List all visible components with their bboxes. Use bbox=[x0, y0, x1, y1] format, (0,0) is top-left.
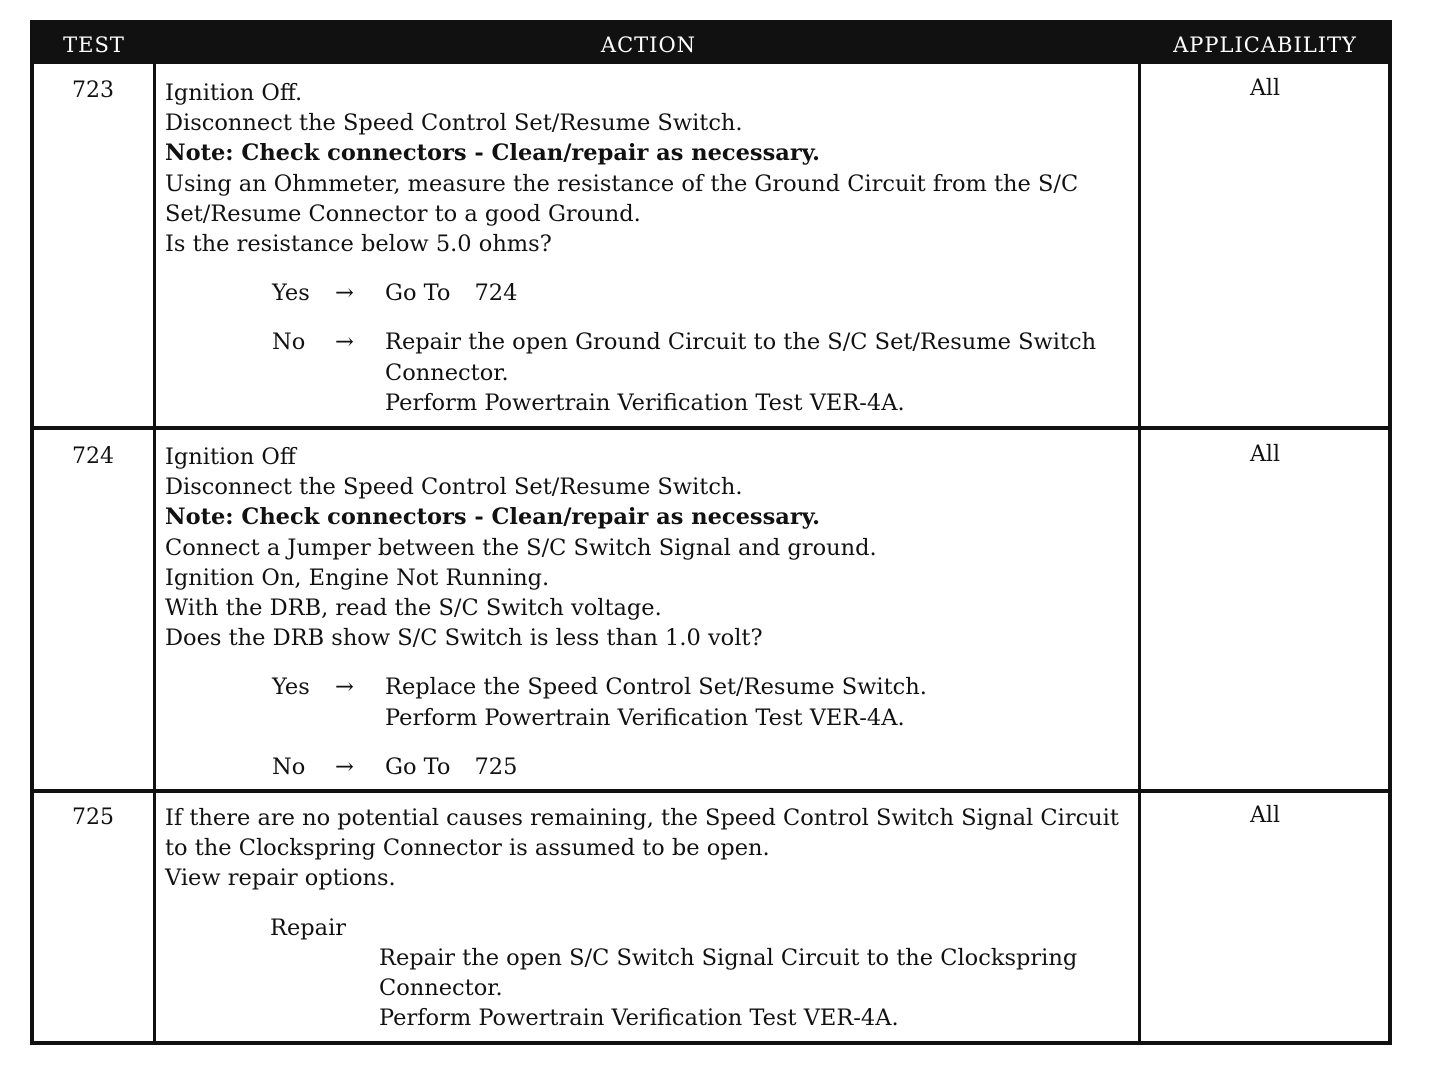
action-line: Ignition On, Engine Not Running. bbox=[165, 564, 550, 591]
no-option bbox=[165, 327, 1133, 418]
yes-label: Yes bbox=[272, 674, 310, 701]
arrow-icon: → bbox=[335, 674, 354, 701]
applicability-value: All bbox=[1250, 442, 1280, 467]
repair-option bbox=[379, 943, 1133, 1034]
action-line: to the Clockspring Connector is assumed to be open. bbox=[165, 835, 770, 862]
goto-target: 725 bbox=[474, 753, 518, 780]
no-label: No bbox=[272, 329, 306, 356]
header-test: TEST bbox=[63, 33, 125, 57]
table-row bbox=[34, 64, 1388, 426]
header-action: ACTION bbox=[600, 33, 697, 57]
repair-label: Repair bbox=[270, 914, 347, 941]
action-line: Set/Resume Connector to a good Ground. bbox=[165, 200, 641, 227]
table-row bbox=[34, 793, 1388, 1041]
result-line: Perform Powertrain Verification Test VER-4A. bbox=[385, 389, 905, 416]
applicability-value: All bbox=[1250, 803, 1280, 828]
action-line: If there are no potential causes remaining, the Speed Control Switch Signal Circuit bbox=[165, 805, 1119, 831]
action-line: Disconnect the Speed Control Set/Resume Switch. bbox=[165, 474, 743, 501]
note-line: Note: Check connectors - Clean/repair as necessary. bbox=[165, 504, 820, 531]
action-line: Connect a Jumper between the S/C Switch Signal and ground. bbox=[165, 534, 877, 561]
result-line: Repair the open S/C Switch Signal Circuit to the Clockspring bbox=[379, 944, 1078, 971]
question-line: Is the resistance below 5.0 ohms? bbox=[165, 231, 552, 258]
action-line: Using an Ohmmeter, measure the resistance of the Ground Circuit from the S/C bbox=[165, 170, 1079, 197]
result-line: Perform Powertrain Verification Test VER-4A. bbox=[385, 704, 905, 731]
action-cell bbox=[165, 442, 1133, 782]
test-number: 725 bbox=[72, 805, 114, 830]
arrow-icon: → bbox=[335, 329, 354, 356]
table-header bbox=[34, 24, 1388, 64]
yes-label: Yes bbox=[272, 280, 310, 307]
action-line: Ignition Off bbox=[165, 444, 296, 470]
table-row bbox=[34, 430, 1388, 790]
diagnostic-table bbox=[30, 20, 1392, 1045]
no-result bbox=[385, 327, 1133, 418]
goto-result bbox=[385, 752, 1133, 782]
action-line: Disconnect the Speed Control Set/Resume Switch. bbox=[165, 110, 743, 137]
header-applicability: APPLICABILITY bbox=[1173, 33, 1357, 57]
no-option bbox=[165, 752, 1133, 782]
result-line: Replace the Speed Control Set/Resume Switch. bbox=[385, 674, 927, 701]
arrow-icon: → bbox=[335, 753, 354, 780]
goto-target: 724 bbox=[474, 280, 518, 307]
no-label: No bbox=[272, 753, 306, 780]
action-line: View repair options. bbox=[165, 865, 396, 892]
yes-result bbox=[385, 672, 1133, 732]
action-line: Ignition Off. bbox=[165, 80, 303, 106]
result-line: Connector. bbox=[385, 359, 509, 386]
yes-option bbox=[165, 672, 1133, 732]
result-line: Connector. bbox=[379, 975, 503, 1002]
applicability-value: All bbox=[1250, 76, 1280, 101]
arrow-icon: → bbox=[335, 280, 354, 307]
test-number: 723 bbox=[72, 78, 114, 103]
goto-label: Go To bbox=[385, 753, 451, 780]
action-cell bbox=[165, 803, 1133, 1033]
result-line: Repair the open Ground Circuit to the S/C Set/Resume Switch bbox=[385, 329, 1097, 356]
test-number: 724 bbox=[72, 444, 114, 469]
action-line: With the DRB, read the S/C Switch voltage. bbox=[165, 595, 662, 622]
goto-label: Go To bbox=[385, 280, 451, 307]
goto-result bbox=[385, 278, 1133, 308]
note-line: Note: Check connectors - Clean/repair as necessary. bbox=[165, 140, 820, 167]
yes-option bbox=[165, 278, 1133, 308]
result-line: Perform Powertrain Verification Test VER-4A. bbox=[379, 1005, 899, 1032]
action-cell bbox=[165, 78, 1133, 418]
question-line: Does the DRB show S/C Switch is less than 1.0 volt? bbox=[165, 625, 763, 652]
